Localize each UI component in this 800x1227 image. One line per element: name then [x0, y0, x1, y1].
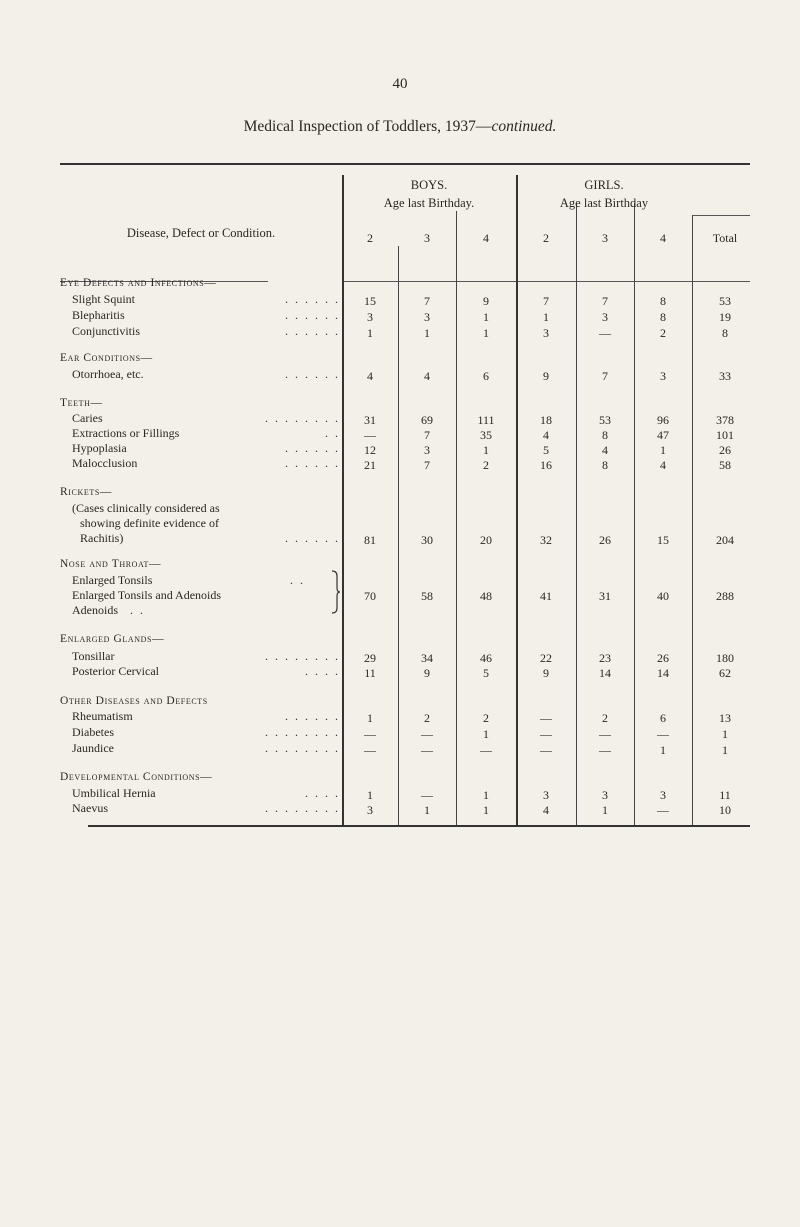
cell-value: 26 — [719, 443, 731, 457]
cell-value: 4 — [543, 803, 549, 817]
cell-value: 1 — [367, 788, 373, 802]
cell-value: 9 — [483, 294, 489, 308]
cell-value: 26 — [599, 533, 611, 547]
cell-value: 12 — [364, 443, 376, 457]
cell-value: 3 — [543, 326, 549, 340]
cell-value: 15 — [657, 533, 669, 547]
col-header: 4 — [660, 231, 666, 245]
cell-value: 4 — [543, 428, 549, 442]
cell-value: 2 — [483, 458, 489, 472]
section-title: Nose and Throat— — [60, 558, 162, 570]
cell-value: 11 — [364, 666, 376, 680]
leader-dots: . . . . . . . . — [265, 411, 340, 425]
section-title: Ear Conditions— — [60, 352, 153, 364]
cell-value: 20 — [480, 533, 492, 547]
leader-dots: . . . . . . — [285, 709, 340, 723]
table-top-rule — [60, 163, 750, 165]
cell-value: 14 — [657, 666, 669, 680]
row-label: Jaundice — [72, 741, 114, 755]
title-text: Medical Inspection of Toddlers, 1937— — [243, 118, 492, 135]
cell-value: 14 — [599, 666, 611, 680]
cell-value: 288 — [716, 589, 734, 603]
cell-value: — — [364, 727, 376, 741]
boys-header: BOYS. — [410, 178, 448, 192]
disease-column-header: Disease, Defect or Condition. — [126, 226, 276, 240]
cell-value: — — [657, 803, 669, 817]
cell-value: 7 — [602, 294, 608, 308]
cell-value: — — [599, 326, 611, 340]
row-label: Enlarged Tonsils — [72, 573, 153, 587]
col-header: 3 — [424, 231, 430, 245]
cell-value: 4 — [424, 369, 430, 383]
cell-value: 1 — [722, 743, 728, 757]
cell-value: 5 — [543, 443, 549, 457]
cell-value: 23 — [599, 651, 611, 665]
girls-subheader: Age last Birthday — [559, 196, 649, 210]
row-label: Naevus — [72, 801, 108, 815]
cell-value: 40 — [657, 589, 669, 603]
cell-value: 7 — [543, 294, 549, 308]
row-label: Adenoids — [72, 603, 118, 617]
cell-value: 1 — [602, 803, 608, 817]
leader-dots: . . . . . . — [285, 441, 340, 455]
cell-value: 101 — [716, 428, 734, 442]
cell-value: 13 — [719, 711, 731, 725]
col-divider — [342, 175, 344, 825]
row-label: Blepharitis — [72, 308, 125, 322]
cell-value: 31 — [364, 413, 376, 427]
col-divider — [456, 211, 457, 825]
row-label: Extractions or Fillings — [72, 426, 180, 440]
cell-value: — — [540, 743, 552, 757]
title-continued: continued. — [491, 118, 557, 135]
leader-dots: . . . . — [305, 664, 340, 678]
boys-subheader: Age last Birthday. — [383, 196, 475, 210]
cell-value: 6 — [660, 711, 666, 725]
cell-value: — — [599, 743, 611, 757]
brace-icon — [332, 570, 340, 614]
cell-value: 58 — [421, 589, 433, 603]
row-label: Tonsillar — [72, 649, 115, 663]
leader-dots: . . . . . . — [285, 324, 340, 338]
cell-value: 1 — [483, 803, 489, 817]
cell-value: — — [364, 743, 376, 757]
cell-value: 8 — [602, 458, 608, 472]
col-divider — [516, 175, 518, 825]
cell-value: 204 — [716, 533, 734, 547]
row-label: Otorrhoea, etc. — [72, 367, 144, 381]
cell-value: 8 — [722, 326, 728, 340]
row-label: Diabetes — [72, 725, 114, 739]
cell-value: — — [540, 727, 552, 741]
cell-value: 5 — [483, 666, 489, 680]
row-label: Malocclusion — [72, 456, 138, 470]
col-header: Total — [712, 231, 738, 245]
header-rule — [342, 281, 750, 282]
cell-value: 1 — [483, 443, 489, 457]
leader-dots: . . . . . . — [285, 367, 340, 381]
cell-value: 1 — [543, 310, 549, 324]
cell-value: — — [421, 743, 433, 757]
cell-value: 70 — [364, 589, 376, 603]
section-title: Developmental Conditions— — [60, 771, 213, 783]
leader-dots: . . — [130, 603, 145, 617]
cell-value: — — [421, 727, 433, 741]
section-title: Enlarged Glands— — [60, 633, 165, 645]
cell-value: 1 — [722, 727, 728, 741]
page-title — [0, 118, 800, 136]
leader-dots: . . . . . . — [285, 456, 340, 470]
cell-value: 378 — [716, 413, 734, 427]
cell-value: 21 — [364, 458, 376, 472]
col-divider — [398, 246, 399, 825]
cell-value: 34 — [421, 651, 433, 665]
cell-value: 15 — [364, 294, 376, 308]
cell-value: 58 — [719, 458, 731, 472]
cell-value: 1 — [367, 326, 373, 340]
leader-dots: . . . . . . . . — [265, 741, 340, 755]
col-header: 2 — [367, 231, 373, 245]
cell-value: — — [657, 727, 669, 741]
cell-value: — — [480, 743, 492, 757]
cell-value: 53 — [719, 294, 731, 308]
cell-value: 31 — [599, 589, 611, 603]
leader-dots: . . . . . . . . — [265, 725, 340, 739]
cell-value: 1 — [483, 326, 489, 340]
row-label: Enlarged Tonsils and Adenoids — [72, 588, 222, 602]
cell-value: 3 — [367, 310, 373, 324]
page-number: 40 — [392, 76, 408, 92]
cell-value: 96 — [657, 413, 669, 427]
cell-value: — — [540, 711, 552, 725]
col-header: 3 — [602, 231, 608, 245]
cell-value: 33 — [719, 369, 731, 383]
table-bottom-rule — [88, 825, 750, 827]
cell-value: 3 — [424, 443, 430, 457]
leader-dots: . . . . — [305, 786, 340, 800]
cell-value: 26 — [657, 651, 669, 665]
row-label: Posterior Cervical — [72, 664, 159, 678]
cell-value: 16 — [540, 458, 552, 472]
leader-dots: . . — [325, 426, 340, 440]
cell-value: 30 — [421, 533, 433, 547]
section-title: Teeth— — [60, 397, 103, 409]
cell-value: 47 — [657, 428, 669, 442]
cell-value: 53 — [599, 413, 611, 427]
row-label: Caries — [72, 411, 103, 425]
cell-value: 1 — [660, 443, 666, 457]
row-label: Conjunctivitis — [72, 324, 141, 338]
cell-value: 3 — [602, 310, 608, 324]
cell-value: 35 — [480, 428, 492, 442]
cell-value: 3 — [602, 788, 608, 802]
cell-value: 111 — [477, 413, 495, 427]
cell-value: 8 — [602, 428, 608, 442]
cell-value: 2 — [660, 326, 666, 340]
cell-value: 9 — [543, 369, 549, 383]
cell-value: 62 — [719, 666, 731, 680]
leader-dots: . . . . . . — [285, 531, 340, 545]
cell-value: — — [421, 788, 433, 802]
cell-value: 18 — [540, 413, 552, 427]
cell-value: 41 — [540, 589, 552, 603]
col-divider — [576, 203, 577, 825]
cell-value: 180 — [716, 651, 734, 665]
cell-value: 2 — [602, 711, 608, 725]
row-label: (Cases clinically considered as — [72, 501, 220, 515]
cell-value: 7 — [602, 369, 608, 383]
cell-value: 1 — [424, 326, 430, 340]
cell-value: 4 — [602, 443, 608, 457]
cell-value: 3 — [367, 803, 373, 817]
total-sub-rule — [692, 215, 750, 216]
cell-value: 9 — [424, 666, 430, 680]
toddlers-table — [60, 163, 750, 829]
cell-value: 8 — [660, 310, 666, 324]
cell-value: 1 — [424, 803, 430, 817]
cell-value: 69 — [421, 413, 433, 427]
cell-value: 1 — [367, 711, 373, 725]
leader-dots: . . . . . . — [285, 308, 340, 322]
cell-value: — — [599, 727, 611, 741]
cell-value: 10 — [719, 803, 731, 817]
col-header: 2 — [543, 231, 549, 245]
section-title: Eye Defects and Infections— — [60, 277, 217, 289]
cell-value: 32 — [540, 533, 552, 547]
cell-value: 22 — [540, 651, 552, 665]
col-header: 4 — [483, 231, 489, 245]
cell-value: 3 — [424, 310, 430, 324]
cell-value: 2 — [483, 711, 489, 725]
section-title: Other Diseases and Defects — [60, 695, 208, 707]
row-label: Umbilical Hernia — [72, 786, 156, 800]
cell-value: 19 — [719, 310, 731, 324]
cell-value: 1 — [483, 310, 489, 324]
cell-value: 1 — [660, 743, 666, 757]
cell-value: — — [364, 428, 376, 442]
cell-value: 1 — [483, 788, 489, 802]
row-label: Rheumatism — [72, 709, 133, 723]
leader-dots: . . . . . . . . — [265, 649, 340, 663]
cell-value: 7 — [424, 294, 430, 308]
row-label: showing definite evidence of — [80, 516, 219, 530]
cell-value: 4 — [367, 369, 373, 383]
girls-header: GIRLS. — [584, 178, 624, 192]
cell-value: 81 — [364, 533, 376, 547]
cell-value: 3 — [543, 788, 549, 802]
cell-value: 1 — [483, 727, 489, 741]
row-label: Rachitis) — [80, 531, 124, 545]
cell-value: 9 — [543, 666, 549, 680]
cell-value: 29 — [364, 651, 376, 665]
leader-dots: . . . . . . . . — [265, 801, 340, 815]
leader-dots: . . — [290, 573, 305, 587]
row-label: Hypoplasia — [72, 441, 127, 455]
section-title: Rickets— — [60, 486, 112, 498]
cell-value: 46 — [480, 651, 492, 665]
col-divider — [692, 215, 693, 825]
col-divider — [634, 203, 635, 825]
cell-value: 3 — [660, 788, 666, 802]
cell-value: 3 — [660, 369, 666, 383]
cell-value: 6 — [483, 369, 489, 383]
cell-value: 11 — [719, 788, 731, 802]
cell-value: 48 — [480, 589, 492, 603]
cell-value: 4 — [660, 458, 666, 472]
leader-dots: . . . . . . — [285, 292, 340, 306]
cell-value: 2 — [424, 711, 430, 725]
row-label: Slight Squint — [72, 292, 136, 306]
cell-value: 7 — [424, 458, 430, 472]
cell-value: 7 — [424, 428, 430, 442]
cell-value: 8 — [660, 294, 666, 308]
